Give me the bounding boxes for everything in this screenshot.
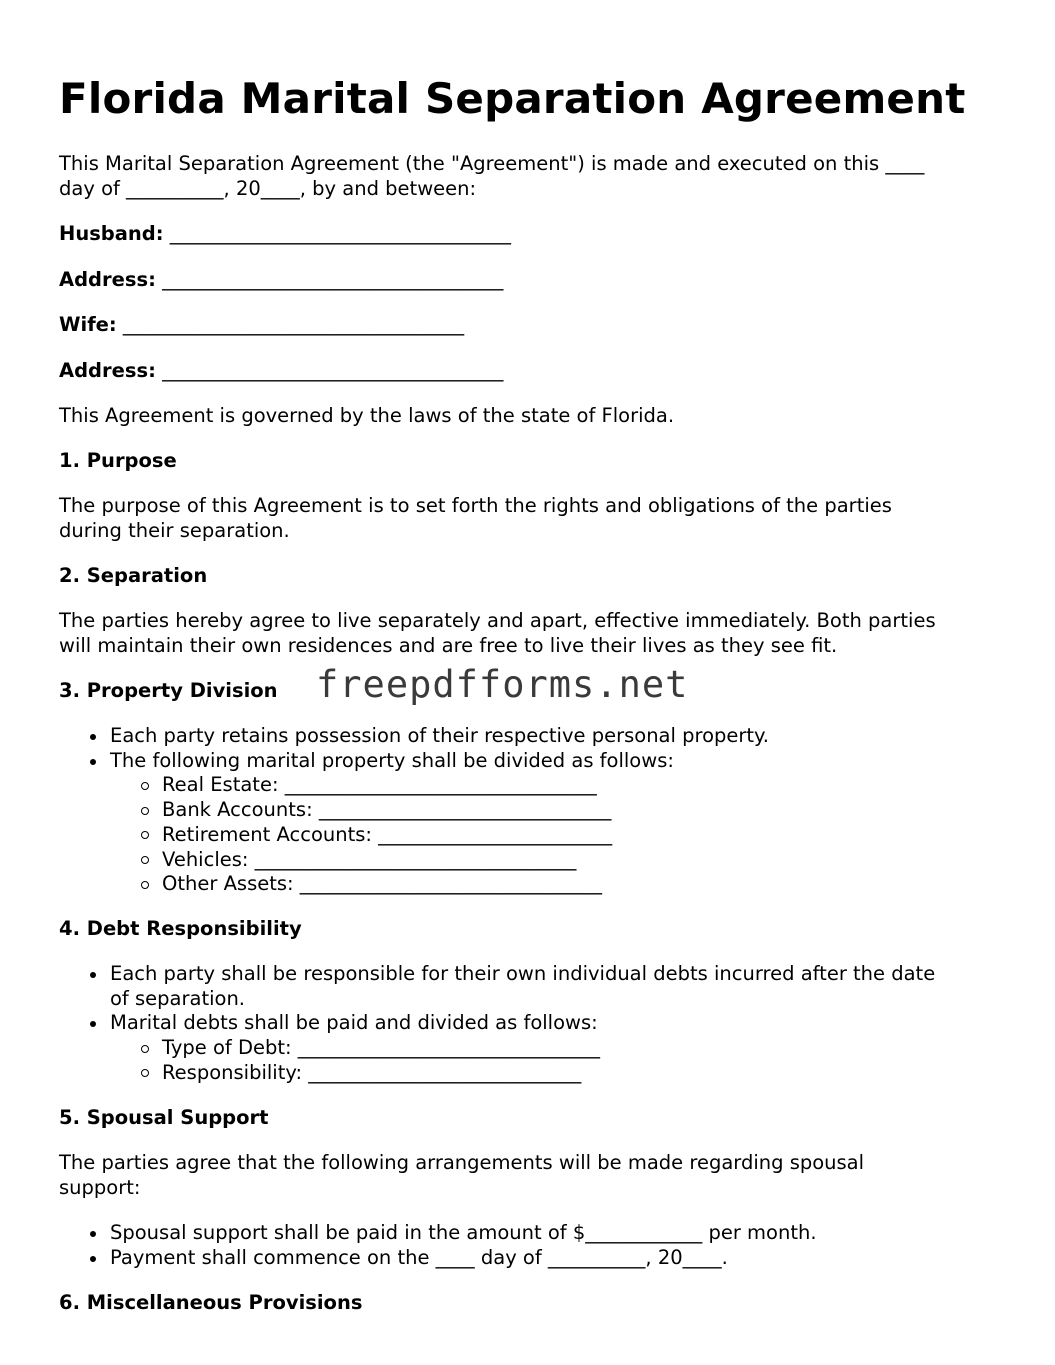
property-list [59, 724, 769, 897]
purpose-line-2: during their separation. [59, 519, 290, 542]
support-commence-field[interactable]: Payment shall commence on the ____ day of __________, 20____. [59, 1246, 817, 1271]
bank-accounts-field[interactable]: Bank Accounts: ______________________________ [110, 798, 769, 823]
document-title: Florida Marital Separation Agreement [59, 74, 966, 123]
wife-address-blank: ___________________________________ [162, 359, 504, 382]
husband-address-label: Address: [59, 268, 156, 291]
intro-line-2: day of __________, 20____, by and between: [59, 177, 477, 200]
wife-label: Wife: [59, 313, 117, 336]
support-line-2: support: [59, 1176, 141, 1199]
retirement-accounts-field[interactable]: Retirement Accounts: ________________________ [110, 823, 769, 848]
debt-item-1-line-2: of separation. [110, 986, 245, 1010]
responsibility-field[interactable]: Responsibility: ____________________________ [110, 1061, 935, 1086]
support-list [59, 1221, 817, 1270]
list-item [59, 962, 935, 1011]
property-item-2-text: The following marital property shall be divided as follows: [110, 748, 674, 772]
wife-field[interactable] [59, 313, 464, 338]
section-support-heading: 5. Spousal Support [59, 1106, 269, 1129]
separation-line-2: will maintain their own residences and are free to live their lives as they see fit. [59, 634, 838, 657]
list-item [59, 749, 769, 897]
section-debt-heading: 4. Debt Responsibility [59, 917, 302, 940]
separation-line-1: The parties hereby agree to live separately and apart, effective immediately. Both parties [59, 609, 936, 632]
section-property-heading: 3. Property Division [59, 679, 278, 702]
husband-address-field[interactable] [59, 268, 503, 293]
husband-field[interactable] [59, 222, 511, 247]
wife-address-field[interactable] [59, 359, 503, 384]
property-sublist [110, 773, 769, 897]
debt-item-1-line-1: Each party shall be responsible for their own individual debts incurred after the date [110, 962, 936, 985]
support-line-1: The parties agree that the following arrangements will be made regarding spousal [59, 1151, 865, 1174]
real-estate-field[interactable]: Real Estate: ________________________________ [110, 773, 769, 798]
debt-item-2-text: Marital debts shall be paid and divided as follows: [110, 1011, 598, 1035]
governing-law: This Agreement is governed by the laws of the state of Florida. [59, 404, 675, 427]
debt-list [59, 962, 935, 1086]
watermark: freepdfforms.net [316, 663, 689, 706]
husband-label: Husband: [59, 222, 164, 245]
intro-line-1: This Marital Separation Agreement (the "Agreement") is made and executed on this ____ [59, 152, 925, 175]
section-separation-heading: 2. Separation [59, 564, 208, 587]
wife-blank: ___________________________________ [122, 313, 465, 336]
support-amount-field[interactable]: Spousal support shall be paid in the amount of $____________ per month. [59, 1221, 817, 1246]
list-item [59, 1011, 935, 1085]
section-purpose-heading: 1. Purpose [59, 449, 177, 472]
other-assets-field[interactable]: Other Assets: _______________________________ [110, 872, 769, 897]
husband-blank: ___________________________________ [169, 222, 512, 245]
section-misc-heading: 6. Miscellaneous Provisions [59, 1291, 363, 1314]
husband-address-blank: ___________________________________ [162, 268, 504, 291]
type-of-debt-field[interactable]: Type of Debt: _______________________________ [110, 1036, 935, 1061]
vehicles-field[interactable]: Vehicles: _________________________________ [110, 848, 769, 873]
list-item: Each party retains possession of their respective personal property. [59, 724, 769, 749]
wife-address-label: Address: [59, 359, 156, 382]
purpose-line-1: The purpose of this Agreement is to set forth the rights and obligations of the parties [59, 494, 892, 517]
debt-sublist [110, 1036, 935, 1085]
